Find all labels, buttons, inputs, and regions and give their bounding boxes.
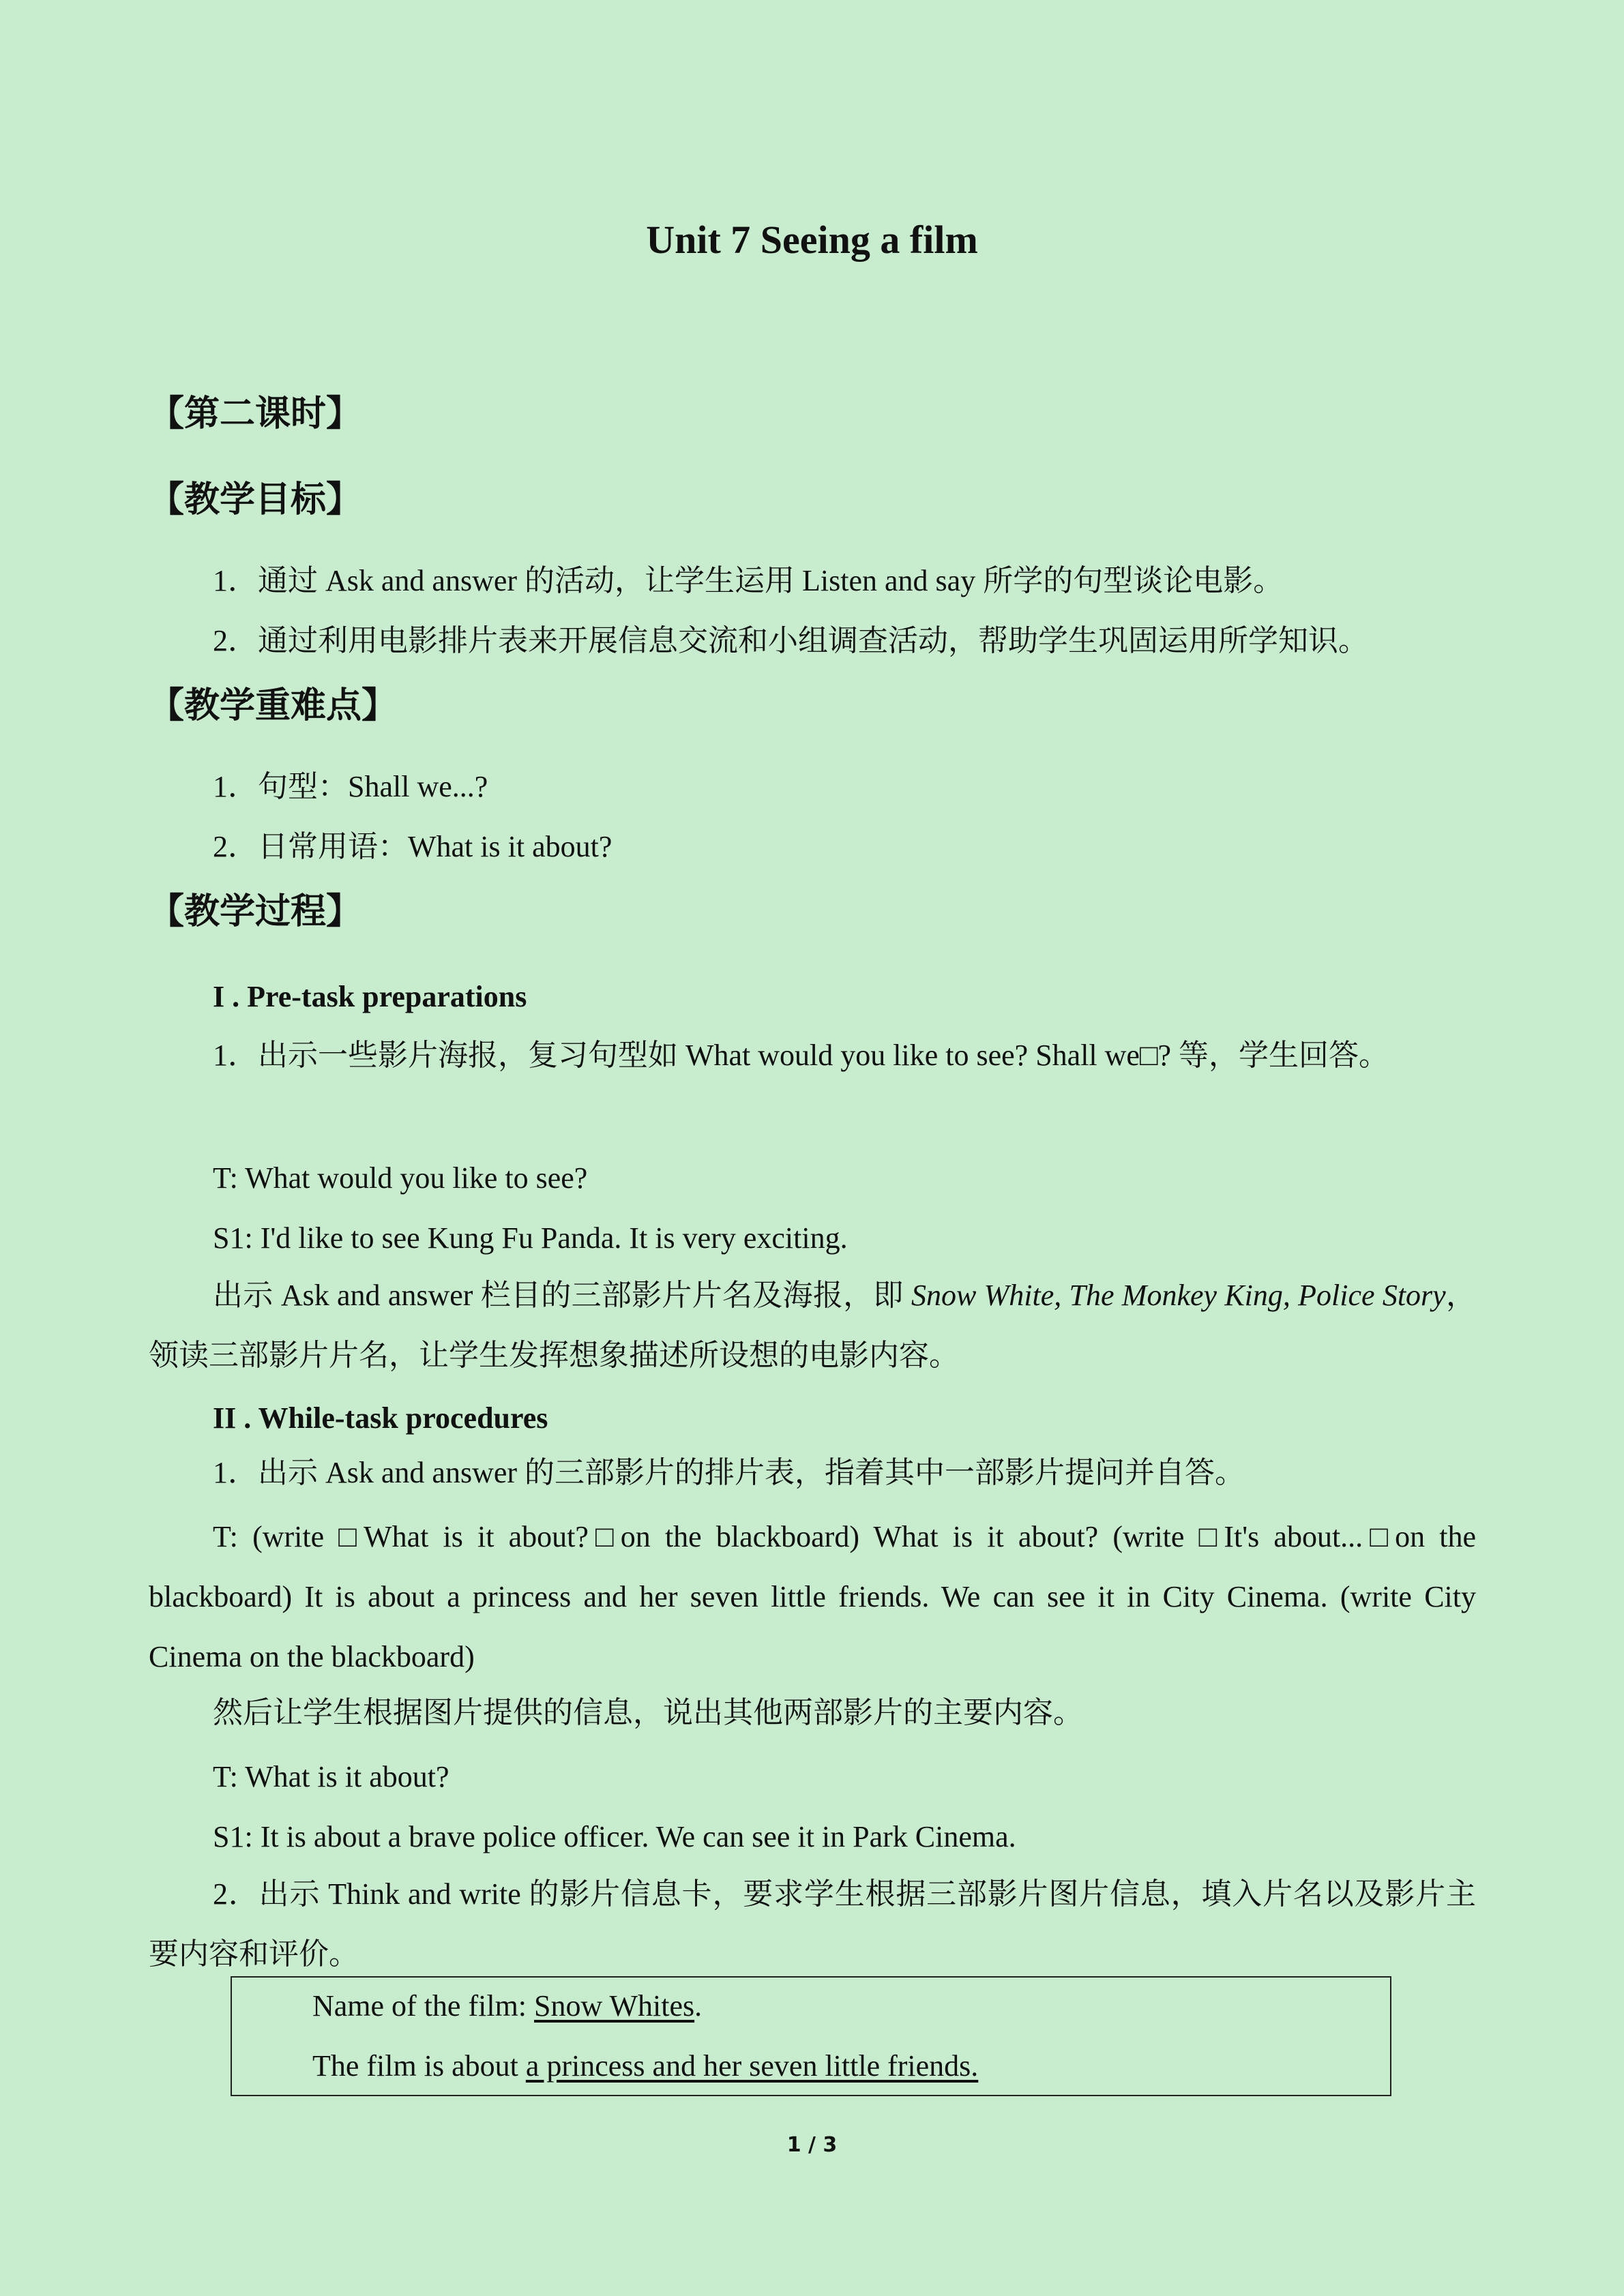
film-about-label: The film is about [312, 2049, 526, 2083]
paragraph [149, 1266, 1476, 1386]
page-title: Unit 7 Seeing a film [646, 218, 978, 262]
paragraph: 1．出示一些影片海报，复习句型如 What would you like to see? Shall we□? 等，学生回答。 [213, 1039, 1389, 1072]
subheading-while-task: II . While-task procedures [213, 1401, 548, 1435]
objective-item: 2．通过利用电影排片表来开展信息交流和小组调查活动，帮助学生巩固运用所学知识。 [213, 624, 1368, 657]
subheading-pre-task: I . Pre-task preparations [213, 980, 527, 1013]
paragraph: 然后让学生根据图片提供的信息，说出其他两部影片的主要内容。 [213, 1696, 1083, 1729]
dialogue-line: S1: I'd like to see Kung Fu Panda. It is very exciting. [213, 1221, 848, 1255]
section-heading-objectives: 【教学目标】 [149, 479, 362, 520]
paragraph-text: 出示 Ask and answer 栏目的三部影片片名及海报，即 [213, 1279, 911, 1312]
dialogue-line: S1: It is about a brave police officer. We can see it in Park Cinema. [213, 1820, 1016, 1853]
film-name-label: Name of the film: [312, 1989, 535, 2023]
paragraph-text: ，领读三部影片片名，让学生发挥想象描述所设想的电影内容。 [149, 1279, 1477, 1372]
film-name-row [312, 1986, 702, 2027]
objective-item: 1．通过 Ask and answer 的活动，让学生运用 Listen and say 所学的句型谈论电影。 [213, 564, 1284, 597]
film-about-value: a princess and her seven little friends. [525, 2049, 979, 2083]
section-heading-keypoints: 【教学重难点】 [149, 685, 398, 726]
page-number: 1 / 3 [786, 2133, 838, 2157]
paragraph: T: (write □What is it about?□on the blackboard) What is it about? (write □It's about...□on the blackboard) It is about a princess and her seven little friends. We can see it in City Cinema. (write City Cinema on the blackboard) [149, 1520, 1476, 1673]
film-name-value: Snow Whites [534, 1989, 695, 2023]
film-about-row [312, 2046, 978, 2087]
paragraph: 2．出示 Think and write 的影片信息卡，要求学生根据三部影片图片信息，填入片名以及影片主要内容和评价。 [149, 1877, 1476, 1971]
film-titles: Snow White, The Monkey King, Police Story [911, 1279, 1446, 1312]
section-heading-process: 【教学过程】 [149, 891, 362, 932]
keypoint-item: 1．句型：Shall we...? [213, 770, 488, 803]
dialogue-line: T: What would you like to see? [213, 1161, 588, 1195]
paragraph: 1．出示 Ask and answer 的三部影片的排片表，指着其中一部影片提问并自答。 [213, 1456, 1245, 1489]
film-info-card [231, 1976, 1391, 2096]
keypoint-item: 2．日常用语：What is it about? [213, 830, 612, 863]
section-heading-lesson: 【第二课时】 [149, 393, 362, 434]
film-name-end: . [694, 1989, 703, 2023]
dialogue-line: T: What is it about? [213, 1760, 449, 1793]
